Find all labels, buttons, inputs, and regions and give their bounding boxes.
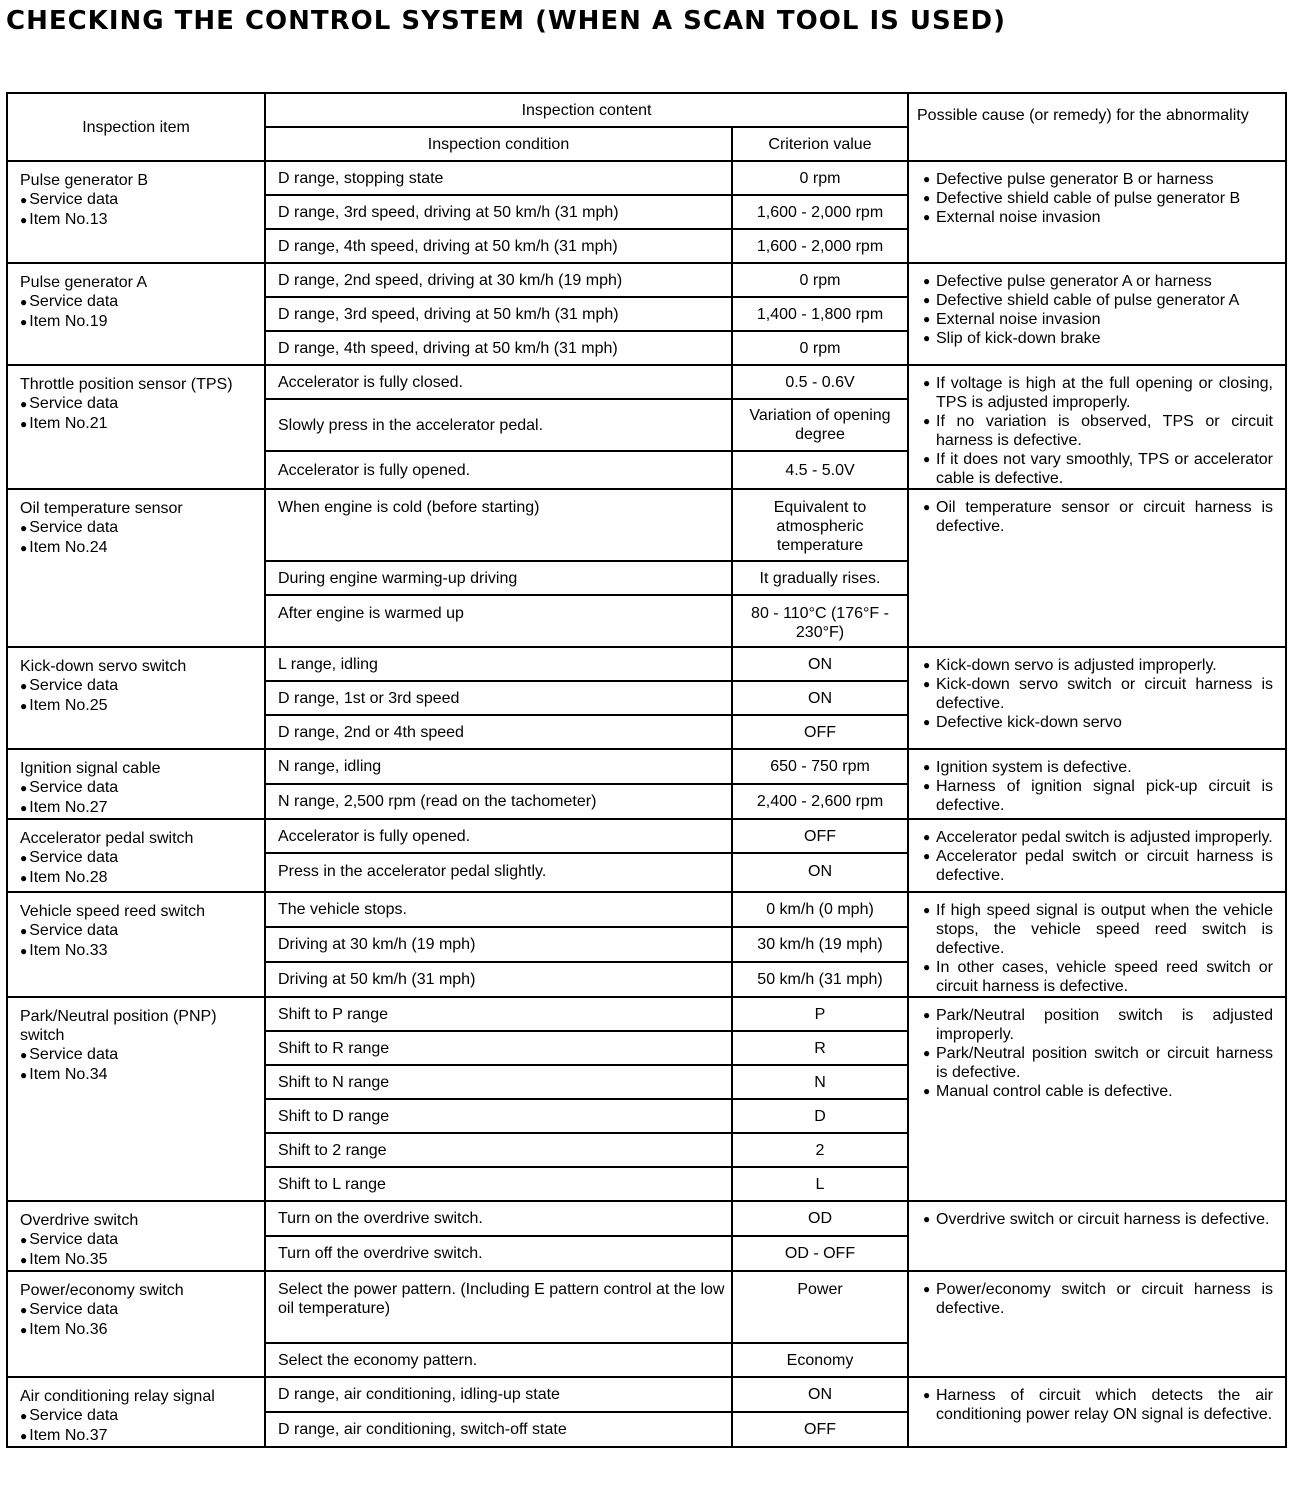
inspection-condition: Shift to N range: [265, 1065, 732, 1099]
possible-cause-item: ● Harness of circuit which detects the air conditioning power relay ON signal is defective.: [923, 1386, 1273, 1424]
item-number: ● Item No.27: [20, 798, 260, 818]
criterion-value: ON: [732, 853, 908, 892]
possible-cause-cell: [908, 263, 1286, 365]
criterion-value: 650 - 750 rpm: [732, 749, 908, 784]
table-row: [7, 892, 1286, 927]
table-row: [7, 161, 1286, 195]
possible-cause-cell: [908, 749, 1286, 819]
criterion-value: 1,600 - 2,000 rpm: [732, 195, 908, 229]
possible-cause-cell: [908, 1377, 1286, 1447]
possible-cause-list: [923, 828, 1273, 885]
inspection-condition: D range, air conditioning, switch-off state: [265, 1412, 732, 1447]
possible-cause-item: ● Slip of kick-down brake: [923, 329, 1273, 348]
criterion-value: It gradually rises.: [732, 561, 908, 595]
inspection-item-name: Overdrive switch: [20, 1212, 139, 1229]
inspection-condition: Driving at 30 km/h (19 mph): [265, 927, 732, 962]
table-row: [7, 365, 1286, 399]
possible-cause-item: ● If no variation is observed, TPS or circuit harness is defective.: [923, 412, 1273, 450]
service-data-label: ● Service data: [20, 1406, 260, 1426]
inspection-item-cell: [7, 161, 265, 263]
header-inspection-condition: Inspection condition: [265, 127, 732, 161]
item-number: ● Item No.34: [20, 1065, 260, 1085]
inspection-condition: Shift to 2 range: [265, 1133, 732, 1167]
item-number: ● Item No.36: [20, 1320, 260, 1340]
criterion-value: 1,600 - 2,000 rpm: [732, 229, 908, 263]
criterion-value: 0 rpm: [732, 331, 908, 365]
criterion-value: 80 - 110°C (176°F - 230°F): [732, 595, 908, 647]
inspection-item-name: Ignition signal cable: [20, 760, 161, 777]
criterion-value: ON: [732, 1377, 908, 1412]
header-criterion-value: Criterion value: [732, 127, 908, 161]
inspection-condition: N range, 2,500 rpm (read on the tachometer): [265, 784, 732, 819]
table-row: [7, 1377, 1286, 1412]
criterion-value: Equivalent to atmospheric temperature: [732, 489, 908, 561]
inspection-condition: D range, 2nd or 4th speed: [265, 715, 732, 749]
possible-cause-list: [923, 170, 1273, 227]
inspection-condition: D range, 4th speed, driving at 50 km/h (31 mph): [265, 331, 732, 365]
inspection-condition: D range, air conditioning, idling-up state: [265, 1377, 732, 1412]
inspection-condition: Press in the accelerator pedal slightly.: [265, 853, 732, 892]
criterion-value: OD - OFF: [732, 1236, 908, 1271]
possible-cause-list: [923, 656, 1273, 732]
service-data-label: ● Service data: [20, 190, 260, 210]
possible-cause-item: ● Park/Neutral position switch is adjusted improperly.: [923, 1006, 1273, 1044]
service-data-label: ● Service data: [20, 778, 260, 798]
inspection-item-name: Park/Neutral position (PNP) switch: [20, 1008, 217, 1044]
possible-cause-cell: [908, 489, 1286, 647]
service-data-label: ● Service data: [20, 921, 260, 941]
possible-cause-item: ● Defective shield cable of pulse generator B: [923, 189, 1273, 208]
inspection-condition: Accelerator is fully opened.: [265, 819, 732, 853]
possible-cause-item: ● Accelerator pedal switch or circuit harness is defective.: [923, 847, 1273, 885]
criterion-value: OD: [732, 1201, 908, 1236]
inspection-item-name: Kick-down servo switch: [20, 658, 187, 675]
criterion-value: Power: [732, 1271, 908, 1343]
possible-cause-cell: [908, 997, 1286, 1201]
possible-cause-item: ● Kick-down servo is adjusted improperly.: [923, 656, 1273, 675]
inspection-condition: Shift to L range: [265, 1167, 732, 1201]
item-number: ● Item No.25: [20, 696, 260, 716]
criterion-value: 30 km/h (19 mph): [732, 927, 908, 962]
inspection-item-name: Vehicle speed reed switch: [20, 903, 205, 920]
possible-cause-item: ● Overdrive switch or circuit harness is defective.: [923, 1210, 1273, 1229]
possible-cause-item: ● Power/economy switch or circuit harness is defective.: [923, 1280, 1273, 1318]
inspection-condition: N range, idling: [265, 749, 732, 784]
inspection-item-name: Pulse generator B: [20, 172, 149, 189]
inspection-condition: L range, idling: [265, 647, 732, 681]
inspection-condition: Shift to R range: [265, 1031, 732, 1065]
inspection-item-name: Air conditioning relay signal: [20, 1388, 215, 1405]
possible-cause-item: ● Manual control cable is defective.: [923, 1082, 1273, 1101]
criterion-value: 0 rpm: [732, 263, 908, 297]
item-number: ● Item No.19: [20, 312, 260, 332]
inspection-condition: D range, 3rd speed, driving at 50 km/h (31 mph): [265, 297, 732, 331]
header-inspection-item: Inspection item: [7, 93, 265, 161]
possible-cause-item: ● Harness of ignition signal pick-up circuit is defective.: [923, 777, 1273, 815]
inspection-item-cell: [7, 997, 265, 1201]
criterion-value: L: [732, 1167, 908, 1201]
inspection-condition: D range, 2nd speed, driving at 30 km/h (19 mph): [265, 263, 732, 297]
inspection-item-cell: [7, 1377, 265, 1447]
criterion-value: ON: [732, 647, 908, 681]
criterion-value: OFF: [732, 715, 908, 749]
inspection-condition: The vehicle stops.: [265, 892, 732, 927]
inspection-condition: Accelerator is fully closed.: [265, 365, 732, 399]
possible-cause-cell: [908, 892, 1286, 997]
item-number: ● Item No.33: [20, 941, 260, 961]
possible-cause-item: ● Oil temperature sensor or circuit harness is defective.: [923, 498, 1273, 536]
possible-cause-list: [923, 758, 1273, 815]
inspection-condition: Select the power pattern. (Including E pattern control at the low oil temperature): [265, 1271, 732, 1343]
page-title: CHECKING THE CONTROL SYSTEM (WHEN A SCAN TOOL IS USED): [6, 6, 1006, 36]
criterion-value: OFF: [732, 1412, 908, 1447]
possible-cause-list: [923, 272, 1273, 348]
header-possible-cause: Possible cause (or remedy) for the abnormality: [908, 93, 1286, 161]
possible-cause-item: ● If it does not vary smoothly, TPS or accelerator cable is defective.: [923, 450, 1273, 488]
possible-cause-item: ● Defective kick-down servo: [923, 713, 1273, 732]
table-row: [7, 263, 1286, 297]
possible-cause-item: ● In other cases, vehicle speed reed switch or circuit harness is defective.: [923, 958, 1273, 996]
criterion-value: 2: [732, 1133, 908, 1167]
possible-cause-cell: [908, 819, 1286, 892]
criterion-value: 4.5 - 5.0V: [732, 451, 908, 489]
header-inspection-content: Inspection content: [265, 93, 908, 127]
table-row: [7, 1201, 1286, 1236]
possible-cause-item: ● Kick-down servo switch or circuit harness is defective.: [923, 675, 1273, 713]
table-row: [7, 819, 1286, 853]
criterion-value: 1,400 - 1,800 rpm: [732, 297, 908, 331]
item-number: ● Item No.37: [20, 1426, 260, 1446]
service-data-label: ● Service data: [20, 848, 260, 868]
possible-cause-item: ● External noise invasion: [923, 310, 1273, 329]
possible-cause-list: [923, 374, 1273, 488]
inspection-condition: Shift to D range: [265, 1099, 732, 1133]
item-number: ● Item No.21: [20, 414, 260, 434]
criterion-value: D: [732, 1099, 908, 1133]
possible-cause-list: [923, 1386, 1273, 1424]
table-body: [7, 161, 1286, 1447]
inspection-item-cell: [7, 749, 265, 819]
possible-cause-item: ● Accelerator pedal switch is adjusted improperly.: [923, 828, 1273, 847]
inspection-condition: D range, stopping state: [265, 161, 732, 195]
possible-cause-item: ● Defective shield cable of pulse generator A: [923, 291, 1273, 310]
inspection-condition: When engine is cold (before starting): [265, 489, 732, 561]
criterion-value: 0.5 - 0.6V: [732, 365, 908, 399]
table-row: [7, 489, 1286, 561]
criterion-value: Economy: [732, 1343, 908, 1377]
service-data-label: ● Service data: [20, 292, 260, 312]
inspection-condition: Shift to P range: [265, 997, 732, 1031]
inspection-condition: D range, 3rd speed, driving at 50 km/h (31 mph): [265, 195, 732, 229]
inspection-condition: After engine is warmed up: [265, 595, 732, 647]
table-row: [7, 997, 1286, 1031]
criterion-value: 0 km/h (0 mph): [732, 892, 908, 927]
criterion-value: Variation of opening degree: [732, 399, 908, 451]
inspection-item-cell: [7, 647, 265, 749]
possible-cause-item: ● Defective pulse generator B or harness: [923, 170, 1273, 189]
criterion-value: ON: [732, 681, 908, 715]
table-row: [7, 647, 1286, 681]
criterion-value: 2,400 - 2,600 rpm: [732, 784, 908, 819]
inspection-condition: Accelerator is fully opened.: [265, 451, 732, 489]
inspection-condition: Slowly press in the accelerator pedal.: [265, 399, 732, 451]
criterion-value: N: [732, 1065, 908, 1099]
item-number: ● Item No.35: [20, 1250, 260, 1270]
possible-cause-cell: [908, 1271, 1286, 1377]
criterion-value: P: [732, 997, 908, 1031]
service-data-label: ● Service data: [20, 676, 260, 696]
inspection-condition: Turn on the overdrive switch.: [265, 1201, 732, 1236]
inspection-condition: Turn off the overdrive switch.: [265, 1236, 732, 1271]
service-data-label: ● Service data: [20, 1230, 260, 1250]
inspection-condition: During engine warming-up driving: [265, 561, 732, 595]
possible-cause-cell: [908, 161, 1286, 263]
service-data-label: ● Service data: [20, 394, 260, 414]
table-row: [7, 1271, 1286, 1343]
inspection-item-name: Pulse generator A: [20, 274, 148, 291]
possible-cause-list: [923, 498, 1273, 536]
item-number: ● Item No.24: [20, 538, 260, 558]
inspection-condition: D range, 4th speed, driving at 50 km/h (31 mph): [265, 229, 732, 263]
inspection-item-name: Throttle position sensor (TPS): [20, 376, 233, 393]
item-number: ● Item No.13: [20, 210, 260, 230]
service-data-label: ● Service data: [20, 518, 260, 538]
criterion-value: 50 km/h (31 mph): [732, 962, 908, 997]
inspection-item-name: Oil temperature sensor: [20, 500, 183, 517]
inspection-condition: Driving at 50 km/h (31 mph): [265, 962, 732, 997]
service-data-label: ● Service data: [20, 1300, 260, 1320]
scan-tool-inspection-table: [6, 92, 1287, 1448]
possible-cause-item: ● Ignition system is defective.: [923, 758, 1273, 777]
possible-cause-item: ● Defective pulse generator A or harness: [923, 272, 1273, 291]
possible-cause-cell: [908, 1201, 1286, 1271]
inspection-condition: Select the economy pattern.: [265, 1343, 732, 1377]
possible-cause-item: ● If voltage is high at the full opening or closing, TPS is adjusted improperly.: [923, 374, 1273, 412]
possible-cause-list: [923, 1280, 1273, 1318]
inspection-item-cell: [7, 892, 265, 997]
possible-cause-item: ● Park/Neutral position switch or circuit harness is defective.: [923, 1044, 1273, 1082]
possible-cause-cell: [908, 647, 1286, 749]
inspection-item-name: Accelerator pedal switch: [20, 830, 194, 847]
criterion-value: R: [732, 1031, 908, 1065]
inspection-item-name: Power/economy switch: [20, 1282, 184, 1299]
possible-cause-list: [923, 1006, 1273, 1101]
table-row: [7, 749, 1286, 784]
item-number: ● Item No.28: [20, 868, 260, 888]
inspection-item-cell: [7, 1201, 265, 1271]
possible-cause-list: [923, 1210, 1273, 1229]
inspection-item-cell: [7, 365, 265, 489]
possible-cause-list: [923, 901, 1273, 996]
possible-cause-item: ● External noise invasion: [923, 208, 1273, 227]
possible-cause-cell: [908, 365, 1286, 489]
inspection-item-cell: [7, 1271, 265, 1377]
criterion-value: 0 rpm: [732, 161, 908, 195]
inspection-item-cell: [7, 819, 265, 892]
inspection-item-cell: [7, 263, 265, 365]
service-data-label: ● Service data: [20, 1045, 260, 1065]
possible-cause-item: ● If high speed signal is output when the vehicle stops, the vehicle speed reed switch is defective.: [923, 901, 1273, 958]
inspection-condition: D range, 1st or 3rd speed: [265, 681, 732, 715]
criterion-value: OFF: [732, 819, 908, 853]
inspection-item-cell: [7, 489, 265, 647]
